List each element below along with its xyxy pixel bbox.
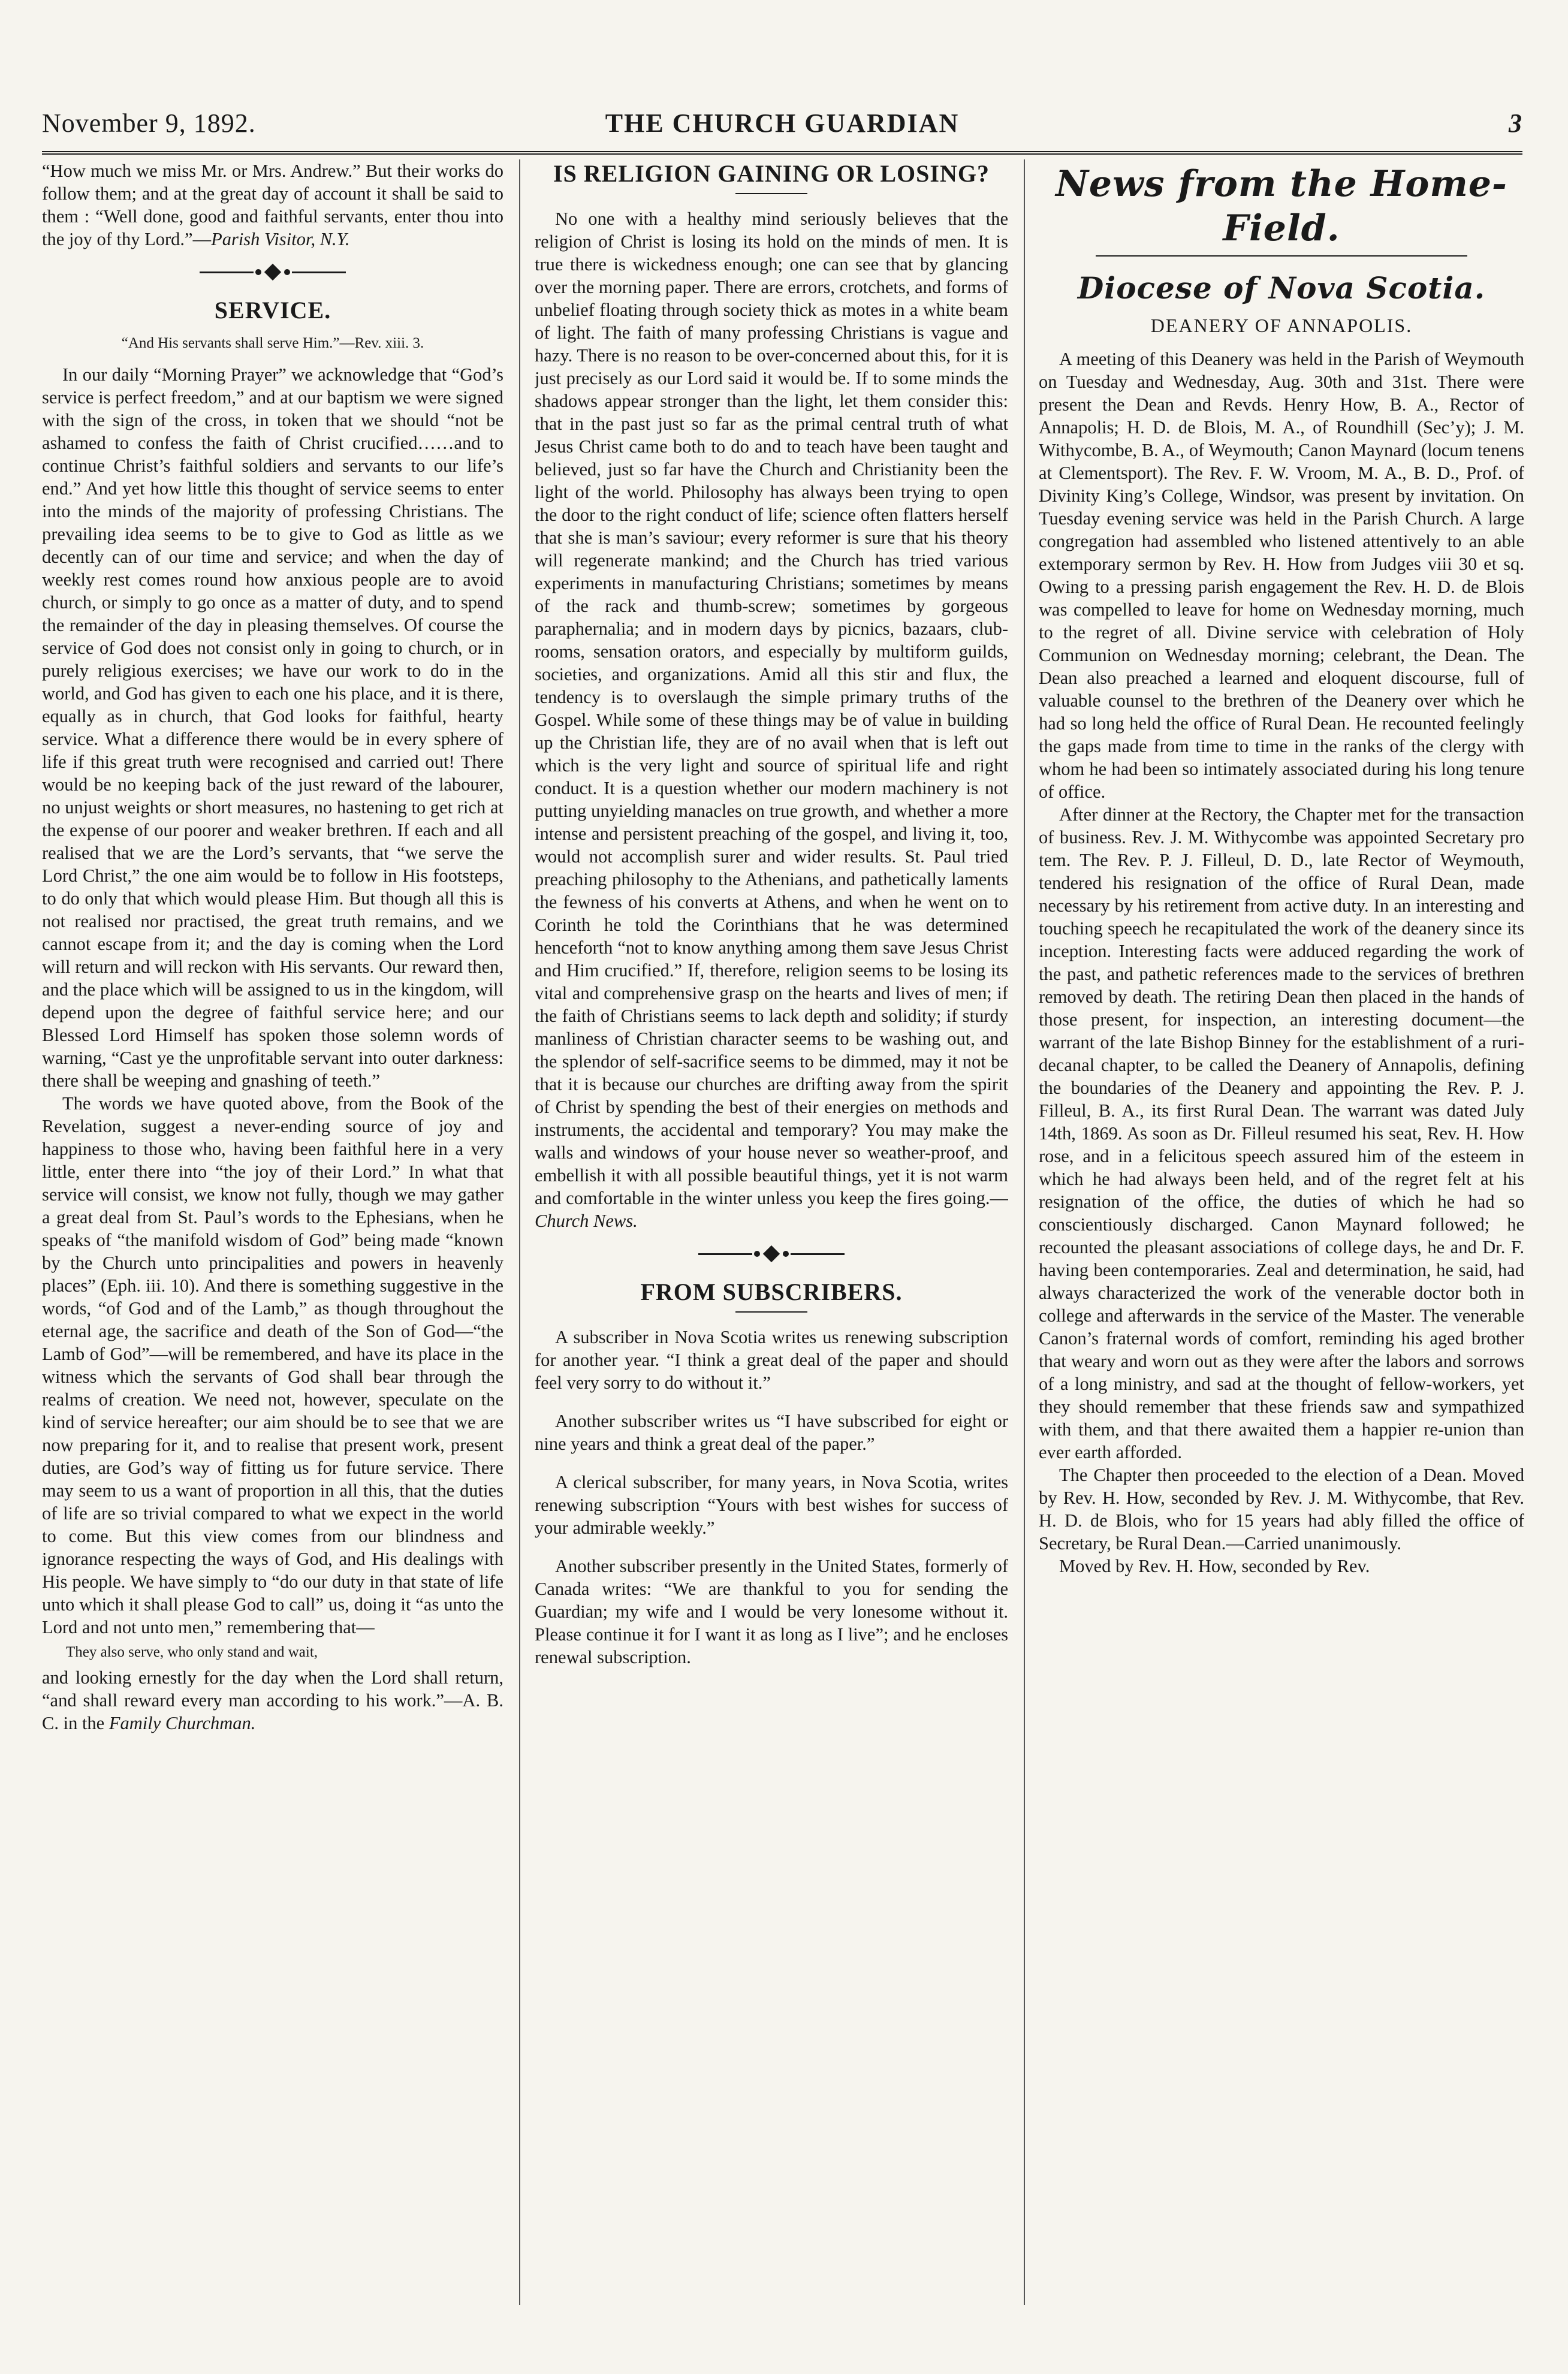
section-ornament bbox=[42, 266, 503, 278]
article-heading-service: SERVICE. bbox=[214, 297, 331, 324]
issue-date: November 9, 1892. bbox=[42, 108, 256, 138]
article-heading-subscribers: FROM SUBSCRIBERS. bbox=[640, 1278, 903, 1305]
deanery-subtitle: DEANERY OF ANNAPOLIS. bbox=[1150, 315, 1413, 336]
page-number: 3 bbox=[1509, 108, 1522, 138]
deanery-paragraph-1: A meeting of this Deanery was held in the Parish of Weymouth on Tuesday and Wednesday, Aug. 30th and 31st. There were present the Dean and Revds. Henry How, B. A., Rector of Annapolis; H. D. de Blois, M. A., of Roundhill (Sec’y); J. M. Withycombe, B. A., of Weymouth; Canon Maynard (locum tenens at Clementsport). The Rev. F. W. Vroom, M. A., B. D., Prof. of Divinity King’s College, Windsor, was present by invitation. On Tuesday evening service was held in the Parish Church. A large congregation had assembled who listened attentively to an able extemporary sermon by Rev. H. How from Judges viii 30 et sq. Owing to a pressing parish engagement the Rev. H. D. de Blois was compelled to leave for home on Wednesday morning, much to the regret of all. Divine service with celebration of Holy Communion on Wednesday morning; celebrant, the Dean. The Dean also preached a learned and eloquent discourse, full of valuable counsel to the brethren of the Deanery over which he had so long held the office of Rural Dean. He recounted feelingly the gaps made from time to time in the ranks of the clergy with whom he had been so intimately associated during his long tenure of office. bbox=[1039, 349, 1524, 802]
subscriber-note-4: Another subscriber presently in the United States, formerly of Canada writes: “We are thankful to you for sending the Guardian; my wife and I would be very lonesome without it. Please continue it for I want it as long as I live”; and he encloses renewal subscription. bbox=[535, 1556, 1008, 1667]
verse-line: They also serve, who only stand and wait, bbox=[66, 1644, 318, 1660]
column-divider bbox=[1024, 159, 1025, 2305]
heading-rule bbox=[735, 1311, 807, 1313]
column-right bbox=[1039, 159, 1524, 2305]
section-rule bbox=[1096, 255, 1467, 257]
section-ornament bbox=[535, 1248, 1008, 1260]
newspaper-title: THE CHURCH GUARDIAN bbox=[605, 108, 960, 138]
column-divider bbox=[519, 159, 520, 2305]
diocese-title: Diocese of Nova Scotia. bbox=[1077, 270, 1486, 306]
deanery-paragraph-2: After dinner at the Rectory, the Chapter met for the transaction of business. Rev. J. M. Withycombe was appointed Secretary pro tem. The Rev. P. J. Filleul, D. D., late Rector of Weymouth, tendered his resignation of the office of Rural Dean, made necessary by his retirement from active duty. In an interesting and touching speech he recapitulated the work of the deanery since its inception. Interesting facts were adduced regarding the work of the past, and pathetic references made to the services of brethren removed by death. The retiring Dean then placed in the hands of those present, for inspection, an interesting document—the warrant of the late Bishop Binney for the establishment of a ruri-decanal chapter, to be called the Deanery of Annapolis, defining the boundaries of the Deanery and appointing the Rev. P. J. Filleul, B. A., its first Rural Dean. The warrant was dated July 14th, 1869. As soon as Dr. Filleul resumed his seat, Rev. H. How rose, and in a felicitous speech assured him of the esteem in which he had always been held, and of the regret felt at his resignation of the office, the duties of which he had so conscientiously discharged. Canon Maynard followed; he recounted the pleasant associations of college days, he and Dr. F. having been contemporaries. Zeal and determination, he said, had always characterized the work of the venerable doctor both in college and afterwards in the service of the Master. The venerable Canon’s fraternal words of comfort, reminding his aged brother that weary and worn out as they were after the labors and sorrows of a long ministry, and sad at the thought of fellow-workers, yet they should remember that these friends saw and sympathized with them, and that there awaited them a happier re-union than ever earth afforded. bbox=[1039, 804, 1524, 1462]
deanery-paragraph-4: Moved by Rev. H. How, seconded by Rev. bbox=[1059, 1556, 1370, 1576]
service-paragraph-3: and looking ernestly for the day when the Lord shall return, “and shall reward every man according to his work.”—A. B. C. in the Family Churchman. bbox=[42, 1667, 503, 1733]
section-title-home-field: News from the Home-Field. bbox=[1056, 163, 1507, 249]
service-paragraph-1: In our daily “Morning Prayer” we acknowledge that “God’s service is perfect freedom,” and at our baptism we were signed with the sign of the cross, in token that we should “not be ashamed to confess the faith of Christ crucified……and to continue Christ’s faithful soldiers and servants to our life’s end.” And yet how little this thought of service seems to enter into the minds of the majority of professing Christians. The prevailing idea seems to be to give to God as little as we decently can of our time and service; and when the day of weekly rest comes round how anxious people are to avoid church, or simply to go once as a matter of duty, and to spend the remainder of the day in pleasing themselves. Of course the service of God does not consist only in going to church, or in purely religious exercises; we have our work to do in the world, and God has given to each one his place, and it is there, equally as in church, that God looks for faithful, hearty service. What a difference there would be in every sphere of life if this great truth were recognised and carried out! There would be no keeping back of the just reward of the labourer, no unjust weights or short measures, no hastening to get rich at the expense of our poorer and weaker brethren. If each and all realised that we are the Lord’s servants, that “we serve the Lord Christ,” the one aim would be to follow in His footsteps, to do only that which would please Him. But though all this is not realised nor practised, the great truth remains, and we cannot escape from it; and the day is coming when the Lord will return and will reckon with His servants. Our reward then, and the place which will be assigned to us in the kingdom, will depend upon the degree of faithful service here; and our Blessed Lord Himself has spoken those solemn words of warning, “Cast ye the unprofitable servant into outer darkness: there shall be weeping and gnashing of teeth.” bbox=[42, 364, 503, 1091]
heading-rule bbox=[735, 193, 807, 194]
column-left bbox=[42, 159, 503, 2305]
article-heading-religion: IS RELIGION GAINING OR LOSING? bbox=[553, 160, 990, 187]
religion-paragraph: No one with a healthy mind seriously believes that the religion of Christ is losing its hold on the minds of men. It is true there is wickedness enough; one can see that by glancing over the morning paper. There are errors, crotchets, and forms of unbelief floating through society thick as motes in a white beam of light. The faith of many professing Christians is vague and hazy. There is no reason to be over-concerned about this, for it is just precisely as our Lord said it would be. If to some minds the shadows appear stronger than the light, let them consider this: that in the past just so far as the primal central truth of what Jesus Christ came both to do and to teach have been taught and believed, just so far have the Church and Christianity been the light of the world. Philosophy has always been trying to open the door to the right conduct of life; science often flatters herself that she is man’s saviour; every reformer is sure that his theory will regenerate mankind; and the Church has tried various experiments in manufacturing Christians; sometimes by means of the rack and thumb-screw; sometimes by gorgeous paraphernalia; and in modern days by picnics, bazaars, club-rooms, sensation orators, and especially by multiform guilds, societies, and organizations. Amid all this stir and flux, the tendency is to overslaugh the simple primary truths of the Gospel. While some of these things may be of value in building up the Christian life, they are of no avail when that is left out which is the very light and source of spiritual life and right conduct. It is a question whether our modern machinery is not putting unyielding manacles on true growth, and whether a more intense and persistent preaching of the gospel, and living it, too, would not accomplish surer and wider results. St. Paul tried preaching philosophy to the Athenians, and pathetically laments the fewness of his converts at Athens, and when he went on to Corinth he told the Corinthians that he was determined henceforth “not to know anything among them save Jesus Christ and Him crucified.” If, therefore, religion seems to be losing its vital and comprehensive grasp on the hearts and lives of men; if the faith of Christians seems to lack depth and solidity; if sturdy manliness of Christian character seems to be washing out, and the splendor of self-sacrifice seems to be dimmed, may it not be that it is because our churches are drifting away from the spirit of Christ by spending the best of their energies on methods and instruments, the accidental and temporary? You may make the walls and windows of your house never so weather-proof, and embellish it with all possible beautiful things, yet it is not warm and comfortable in the winter unless you keep the fires going.—Church News. bbox=[535, 209, 1008, 1231]
subscriber-note-2: Another subscriber writes us “I have subscribed for eight or nine years and think a great deal of the paper.” bbox=[535, 1411, 1008, 1454]
service-epigraph: “And His servants shall serve Him.”—Rev. xiii. 3. bbox=[121, 335, 424, 351]
andrew-quote-paragraph: “How much we miss Mr. or Mrs. Andrew.” But their works do follow them; and at the great day of account it shall be said to them : “Well done, good and faithful servants, enter thou into the joy of thy Lord.”—Parish Visitor, N.Y. bbox=[42, 161, 503, 249]
subscriber-note-3: A clerical subscriber, for many years, in Nova Scotia, writes renewing subscription “Yours with best wishes for success of your admirable weekly.” bbox=[535, 1472, 1008, 1538]
masthead bbox=[42, 108, 1522, 144]
masthead-rule bbox=[42, 151, 1522, 155]
column-middle bbox=[535, 159, 1008, 2305]
subscriber-note-1: A subscriber in Nova Scotia writes us renewing subscription for another year. “I think a great deal of the paper and should feel very sorry to do without it.” bbox=[535, 1327, 1008, 1393]
deanery-paragraph-3: The Chapter then proceeded to the election of a Dean. Moved by Rev. H. How, seconded by Rev. J. M. Withycombe, that Rev. H. D. de Blois, who for 15 years had ably filled the office of Secretary, be Rural Dean.—Carried unanimously. bbox=[1039, 1465, 1524, 1553]
service-paragraph-2: The words we have quoted above, from the Book of the Revelation, suggest a never-ending source of joy and happiness to those who, having been faithful here in a very little, enter there into “the joy of their Lord.” In what that service will consist, we know not fully, though we may gather a great deal from St. Paul’s words to the Ephesians, when he speaks of “the manifold wisdom of God” being made “known by the Church unto principalities and powers in heavenly places” (Eph. iii. 10). And there is something suggestive in the words, “of God and of the Lamb,” as though throughout the eternal age, the sacrifice and death of the Son of God—“the Lamb of God”—will be remembered, and have its place in the witness which the servants of God shall bear through the realms of creation. We need not, however, speculate on the kind of service hereafter; our aim should be to see that we are now preparing for it, and to realise that present work, present duties, are God’s way of fitting us for future service. There may seem to us a want of proportion in all this, that the duties of life are so trivial compared to what we expect in the world to come. But this view comes from our blindness and ignorance respecting the ways of God, and His dealings with His people. We have simply to “do our duty in that state of life unto which it shall please God to call” us, doing it “as unto the Lord and not unto men,” remembering that— bbox=[42, 1093, 503, 1637]
